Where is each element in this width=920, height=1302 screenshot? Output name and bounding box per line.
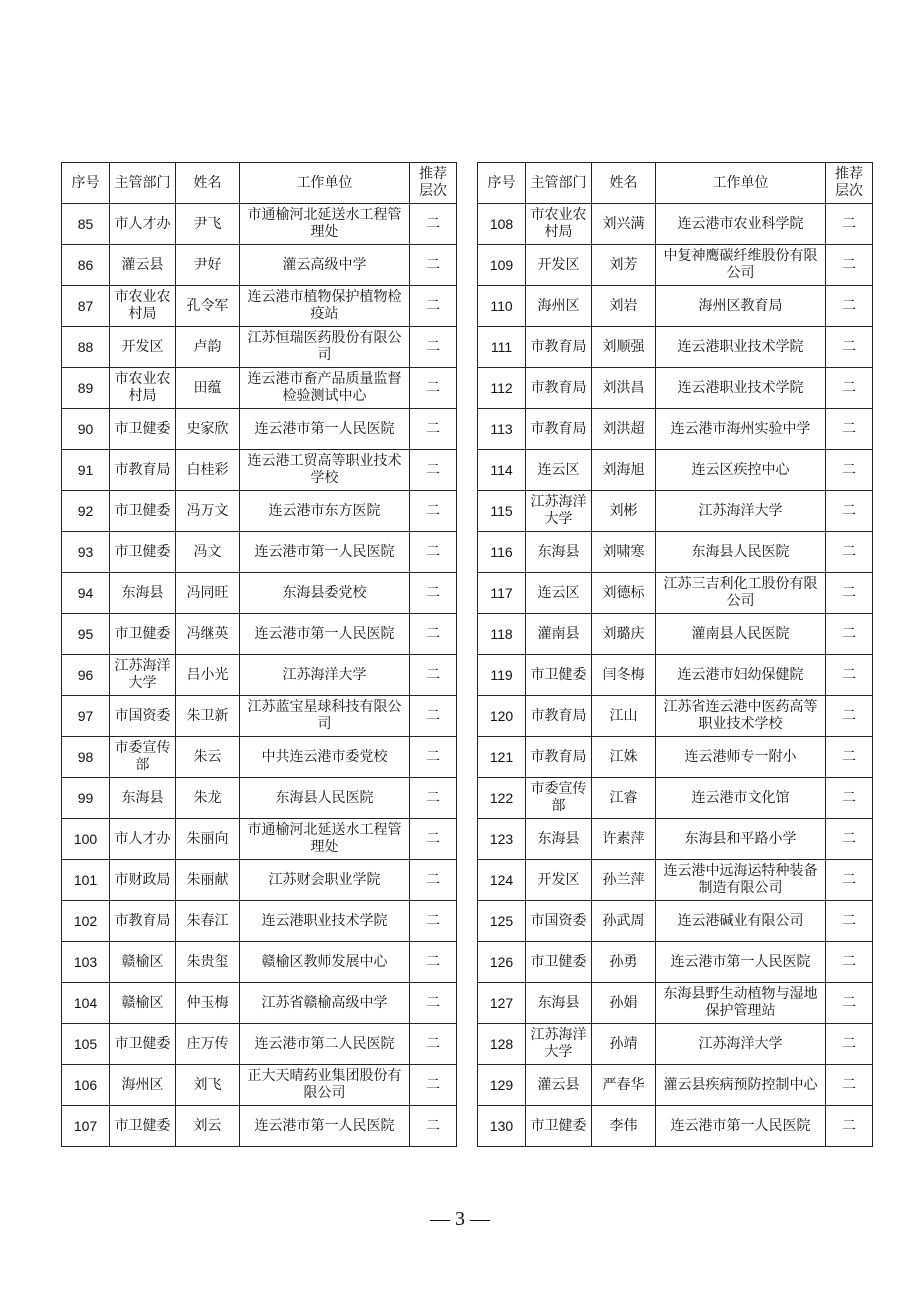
department-cell: 江苏海洋大学 [110, 655, 176, 696]
table-row [478, 983, 873, 1024]
person-name-cell: 朱丽献 [176, 860, 240, 901]
table-row [62, 983, 457, 1024]
table-row [478, 942, 873, 983]
page-number: — 3 — [430, 1208, 490, 1230]
work-unit-cell: 市通榆河北延送水工程管理处 [240, 204, 410, 245]
work-unit-cell: 连云港职业技术学院 [656, 327, 826, 368]
row-number: 129 [478, 1065, 526, 1106]
header-cell: 姓名 [176, 163, 240, 204]
work-unit-cell: 正大天晴药业集团股份有限公司 [240, 1065, 410, 1106]
header-cell: 主管部门 [110, 163, 176, 204]
department-cell: 市卫健委 [526, 942, 592, 983]
department-cell: 东海县 [110, 778, 176, 819]
person-name-cell: 江姝 [592, 737, 656, 778]
work-unit-cell: 江苏海洋大学 [656, 1024, 826, 1065]
row-number: 88 [62, 327, 110, 368]
person-name-cell: 刘云 [176, 1106, 240, 1147]
header-cell: 序号 [478, 163, 526, 204]
recommend-level-cell: 二 [826, 368, 873, 409]
work-unit-cell: 连云港师专一附小 [656, 737, 826, 778]
recommend-level-cell: 二 [410, 614, 457, 655]
row-number: 128 [478, 1024, 526, 1065]
recommend-level-cell: 二 [826, 1065, 873, 1106]
person-name-cell: 仲玉梅 [176, 983, 240, 1024]
recommend-level-cell: 二 [410, 286, 457, 327]
person-name-cell: 刘德标 [592, 573, 656, 614]
row-number: 123 [478, 819, 526, 860]
table-row [478, 655, 873, 696]
person-name-cell: 孙娟 [592, 983, 656, 1024]
recommend-level-cell: 二 [826, 737, 873, 778]
person-name-cell: 刘璐庆 [592, 614, 656, 655]
work-unit-cell: 江苏恒瑞医药股份有限公司 [240, 327, 410, 368]
table-row [62, 245, 457, 286]
person-name-cell: 尹飞 [176, 204, 240, 245]
work-unit-cell: 灌云县疾病预防控制中心 [656, 1065, 826, 1106]
work-unit-cell: 灌南县人民医院 [656, 614, 826, 655]
row-number: 103 [62, 942, 110, 983]
work-unit-cell: 连云港市畜产品质量监督检验测试中心 [240, 368, 410, 409]
row-number: 127 [478, 983, 526, 1024]
work-unit-cell: 连云港市文化馆 [656, 778, 826, 819]
header-cell: 工作单位 [240, 163, 410, 204]
table-row [478, 286, 873, 327]
row-number: 115 [478, 491, 526, 532]
row-number: 111 [478, 327, 526, 368]
work-unit-cell: 中复神鹰碳纤维股份有限公司 [656, 245, 826, 286]
person-name-cell: 冯文 [176, 532, 240, 573]
department-cell: 市教育局 [110, 450, 176, 491]
recommend-level-cell: 二 [410, 1065, 457, 1106]
work-unit-cell: 连云港市第一人民医院 [240, 409, 410, 450]
department-cell: 市教育局 [526, 368, 592, 409]
recommend-level-cell: 二 [826, 491, 873, 532]
recommend-level-cell: 二 [410, 696, 457, 737]
work-unit-cell: 连云港市东方医院 [240, 491, 410, 532]
person-name-cell: 朱贵玺 [176, 942, 240, 983]
table-row [478, 737, 873, 778]
department-cell: 市人才办 [110, 204, 176, 245]
recommend-level-cell: 二 [410, 942, 457, 983]
work-unit-cell: 连云港碱业有限公司 [656, 901, 826, 942]
department-cell: 开发区 [526, 245, 592, 286]
person-name-cell: 冯同旺 [176, 573, 240, 614]
row-number: 105 [62, 1024, 110, 1065]
person-name-cell: 孙勇 [592, 942, 656, 983]
row-number: 95 [62, 614, 110, 655]
work-unit-cell: 灌云高级中学 [240, 245, 410, 286]
person-name-cell: 冯万文 [176, 491, 240, 532]
recommend-level-cell: 二 [410, 983, 457, 1024]
header-row [62, 163, 457, 204]
department-cell: 江苏海洋大学 [526, 491, 592, 532]
row-number: 96 [62, 655, 110, 696]
recommend-level-cell: 二 [826, 1106, 873, 1147]
recommend-level-cell: 二 [826, 983, 873, 1024]
department-cell: 东海县 [110, 573, 176, 614]
department-cell: 市卫健委 [526, 1106, 592, 1147]
table-row [62, 368, 457, 409]
work-unit-cell: 江苏省连云港中医药高等职业技术学校 [656, 696, 826, 737]
table-row [62, 409, 457, 450]
work-unit-cell: 江苏蓝宝星球科技有限公司 [240, 696, 410, 737]
table-row [62, 778, 457, 819]
recommend-level-cell: 二 [826, 1024, 873, 1065]
work-unit-cell: 东海县野生动植物与湿地保护管理站 [656, 983, 826, 1024]
work-unit-cell: 中共连云港市委党校 [240, 737, 410, 778]
table-row [62, 655, 457, 696]
header-cell: 工作单位 [656, 163, 826, 204]
row-number: 125 [478, 901, 526, 942]
table-row [478, 860, 873, 901]
recommend-level-cell: 二 [410, 327, 457, 368]
recommend-level-cell: 二 [826, 204, 873, 245]
header-cell: 主管部门 [526, 163, 592, 204]
row-number: 113 [478, 409, 526, 450]
department-cell: 东海县 [526, 983, 592, 1024]
row-number: 119 [478, 655, 526, 696]
table-row [478, 368, 873, 409]
row-number: 101 [62, 860, 110, 901]
work-unit-cell: 东海县委党校 [240, 573, 410, 614]
recommend-level-cell: 二 [826, 286, 873, 327]
table-row [478, 409, 873, 450]
table-row [478, 491, 873, 532]
recommend-level-cell: 二 [826, 819, 873, 860]
table-row [62, 204, 457, 245]
recommend-level-cell: 二 [826, 778, 873, 819]
work-unit-cell: 连云港职业技术学院 [240, 901, 410, 942]
work-unit-cell: 连云港市妇幼保健院 [656, 655, 826, 696]
person-name-cell: 闫冬梅 [592, 655, 656, 696]
department-cell: 海州区 [526, 286, 592, 327]
row-number: 122 [478, 778, 526, 819]
work-unit-cell: 东海县人民医院 [656, 532, 826, 573]
header-cell: 姓名 [592, 163, 656, 204]
work-unit-cell: 赣榆区教师发展中心 [240, 942, 410, 983]
person-name-cell: 田蕴 [176, 368, 240, 409]
table-row [478, 1106, 873, 1147]
header-cell: 序号 [62, 163, 110, 204]
work-unit-cell: 市通榆河北延送水工程管理处 [240, 819, 410, 860]
table-row [62, 614, 457, 655]
work-unit-cell: 江苏海洋大学 [656, 491, 826, 532]
row-number: 102 [62, 901, 110, 942]
person-name-cell: 冯继英 [176, 614, 240, 655]
work-unit-cell: 海州区教育局 [656, 286, 826, 327]
recommend-level-cell: 二 [826, 573, 873, 614]
work-unit-cell: 连云港市第一人民医院 [656, 942, 826, 983]
department-cell: 市财政局 [110, 860, 176, 901]
person-name-cell: 孙武周 [592, 901, 656, 942]
recommend-level-cell: 二 [410, 491, 457, 532]
department-cell: 市卫健委 [110, 409, 176, 450]
recommend-level-cell: 二 [410, 409, 457, 450]
row-number: 118 [478, 614, 526, 655]
work-unit-cell: 连云港市农业科学院 [656, 204, 826, 245]
recommend-level-cell: 二 [410, 450, 457, 491]
row-number: 86 [62, 245, 110, 286]
row-number: 92 [62, 491, 110, 532]
work-unit-cell: 江苏三吉利化工股份有限公司 [656, 573, 826, 614]
row-number: 87 [62, 286, 110, 327]
table-row [62, 819, 457, 860]
recommend-level-cell: 二 [410, 1106, 457, 1147]
department-cell: 东海县 [526, 819, 592, 860]
table-row [62, 860, 457, 901]
department-cell: 灌南县 [526, 614, 592, 655]
work-unit-cell: 连云港市第一人民医院 [656, 1106, 826, 1147]
person-name-cell: 卢韵 [176, 327, 240, 368]
row-number: 130 [478, 1106, 526, 1147]
person-name-cell: 朱龙 [176, 778, 240, 819]
row-number: 117 [478, 573, 526, 614]
department-cell: 江苏海洋大学 [526, 1024, 592, 1065]
roster-table-right [477, 162, 873, 1147]
person-name-cell: 严春华 [592, 1065, 656, 1106]
department-cell: 市卫健委 [110, 1106, 176, 1147]
person-name-cell: 朱卫新 [176, 696, 240, 737]
person-name-cell: 刘彬 [592, 491, 656, 532]
department-cell: 开发区 [526, 860, 592, 901]
row-number: 114 [478, 450, 526, 491]
person-name-cell: 孙兰萍 [592, 860, 656, 901]
table-row [478, 573, 873, 614]
row-number: 89 [62, 368, 110, 409]
department-cell: 东海县 [526, 532, 592, 573]
department-cell: 赣榆区 [110, 983, 176, 1024]
person-name-cell: 朱春江 [176, 901, 240, 942]
row-number: 91 [62, 450, 110, 491]
row-number: 97 [62, 696, 110, 737]
department-cell: 市卫健委 [110, 614, 176, 655]
row-number: 85 [62, 204, 110, 245]
department-cell: 市农业农村局 [110, 368, 176, 409]
recommend-level-cell: 二 [410, 368, 457, 409]
table-row [62, 696, 457, 737]
person-name-cell: 孙靖 [592, 1024, 656, 1065]
table-row [62, 1024, 457, 1065]
department-cell: 海州区 [110, 1065, 176, 1106]
recommend-level-cell: 二 [410, 778, 457, 819]
row-number: 108 [478, 204, 526, 245]
recommend-level-cell: 二 [410, 204, 457, 245]
person-name-cell: 孔令军 [176, 286, 240, 327]
person-name-cell: 刘洪超 [592, 409, 656, 450]
person-name-cell: 刘岩 [592, 286, 656, 327]
table-row [62, 1065, 457, 1106]
department-cell: 市教育局 [526, 696, 592, 737]
table-row [478, 614, 873, 655]
department-cell: 市教育局 [526, 409, 592, 450]
work-unit-cell: 东海县人民医院 [240, 778, 410, 819]
person-name-cell: 李伟 [592, 1106, 656, 1147]
table-row [478, 450, 873, 491]
table-row [62, 942, 457, 983]
table-row [62, 327, 457, 368]
work-unit-cell: 江苏海洋大学 [240, 655, 410, 696]
table-row [478, 532, 873, 573]
table-row [62, 532, 457, 573]
work-unit-cell: 江苏省赣榆高级中学 [240, 983, 410, 1024]
header-cell: 推荐层次 [826, 163, 873, 204]
person-name-cell: 刘顺强 [592, 327, 656, 368]
department-cell: 市卫健委 [526, 655, 592, 696]
department-cell: 灌云县 [110, 245, 176, 286]
row-number: 110 [478, 286, 526, 327]
department-cell: 连云区 [526, 573, 592, 614]
department-cell: 市卫健委 [110, 1024, 176, 1065]
table-row [62, 1106, 457, 1147]
recommend-level-cell: 二 [410, 737, 457, 778]
table-row [62, 491, 457, 532]
row-number: 107 [62, 1106, 110, 1147]
department-cell: 市国资委 [526, 901, 592, 942]
work-unit-cell: 连云港市第一人民医院 [240, 1106, 410, 1147]
department-cell: 连云区 [526, 450, 592, 491]
work-unit-cell: 连云港市第一人民医院 [240, 532, 410, 573]
table-row [62, 286, 457, 327]
work-unit-cell: 江苏财会职业学院 [240, 860, 410, 901]
table-row [478, 778, 873, 819]
department-cell: 市教育局 [526, 327, 592, 368]
recommend-level-cell: 二 [826, 901, 873, 942]
department-cell: 灌云县 [526, 1065, 592, 1106]
roster-table-left [61, 162, 457, 1147]
row-number: 99 [62, 778, 110, 819]
table-row [478, 245, 873, 286]
recommend-level-cell: 二 [826, 696, 873, 737]
row-number: 126 [478, 942, 526, 983]
table-row [478, 327, 873, 368]
department-cell: 市农业农村局 [526, 204, 592, 245]
person-name-cell: 朱丽向 [176, 819, 240, 860]
row-number: 116 [478, 532, 526, 573]
person-name-cell: 吕小光 [176, 655, 240, 696]
department-cell: 市委宣传部 [110, 737, 176, 778]
work-unit-cell: 连云区疾控中心 [656, 450, 826, 491]
person-name-cell: 刘海旭 [592, 450, 656, 491]
recommend-level-cell: 二 [410, 860, 457, 901]
table-row [478, 204, 873, 245]
row-number: 106 [62, 1065, 110, 1106]
department-cell: 市卫健委 [110, 532, 176, 573]
row-number: 98 [62, 737, 110, 778]
recommend-level-cell: 二 [826, 655, 873, 696]
person-name-cell: 刘啸寒 [592, 532, 656, 573]
department-cell: 市农业农村局 [110, 286, 176, 327]
person-name-cell: 刘芳 [592, 245, 656, 286]
person-name-cell: 刘兴满 [592, 204, 656, 245]
header-cell: 推荐层次 [410, 163, 457, 204]
department-cell: 市国资委 [110, 696, 176, 737]
work-unit-cell: 连云港市第一人民医院 [240, 614, 410, 655]
table-row [478, 819, 873, 860]
table-row [478, 1065, 873, 1106]
recommend-level-cell: 二 [410, 245, 457, 286]
person-name-cell: 尹好 [176, 245, 240, 286]
row-number: 90 [62, 409, 110, 450]
row-number: 94 [62, 573, 110, 614]
person-name-cell: 刘飞 [176, 1065, 240, 1106]
recommend-level-cell: 二 [410, 901, 457, 942]
person-name-cell: 庄万传 [176, 1024, 240, 1065]
department-cell: 市人才办 [110, 819, 176, 860]
row-number: 109 [478, 245, 526, 286]
person-name-cell: 刘洪昌 [592, 368, 656, 409]
recommend-level-cell: 二 [410, 1024, 457, 1065]
recommend-level-cell: 二 [826, 409, 873, 450]
recommend-level-cell: 二 [826, 942, 873, 983]
person-name-cell: 江山 [592, 696, 656, 737]
department-cell: 市教育局 [110, 901, 176, 942]
table-row [62, 450, 457, 491]
recommend-level-cell: 二 [410, 655, 457, 696]
table-row [62, 573, 457, 614]
recommend-level-cell: 二 [826, 532, 873, 573]
recommend-level-cell: 二 [826, 614, 873, 655]
table-row [478, 1024, 873, 1065]
row-number: 104 [62, 983, 110, 1024]
row-number: 93 [62, 532, 110, 573]
header-row [478, 163, 873, 204]
department-cell: 市卫健委 [110, 491, 176, 532]
row-number: 124 [478, 860, 526, 901]
recommend-level-cell: 二 [826, 245, 873, 286]
table-row [478, 696, 873, 737]
person-name-cell: 朱云 [176, 737, 240, 778]
person-name-cell: 江睿 [592, 778, 656, 819]
person-name-cell: 许素萍 [592, 819, 656, 860]
work-unit-cell: 连云港市海州实验中学 [656, 409, 826, 450]
row-number: 121 [478, 737, 526, 778]
row-number: 112 [478, 368, 526, 409]
recommend-level-cell: 二 [410, 573, 457, 614]
department-cell: 市教育局 [526, 737, 592, 778]
department-cell: 市委宣传部 [526, 778, 592, 819]
work-unit-cell: 连云港中远海运特种装备制造有限公司 [656, 860, 826, 901]
work-unit-cell: 连云港职业技术学院 [656, 368, 826, 409]
recommend-level-cell: 二 [410, 532, 457, 573]
recommend-level-cell: 二 [410, 819, 457, 860]
table-row [478, 901, 873, 942]
recommend-level-cell: 二 [826, 450, 873, 491]
work-unit-cell: 连云港市第二人民医院 [240, 1024, 410, 1065]
person-name-cell: 白桂彩 [176, 450, 240, 491]
work-unit-cell: 连云港市植物保护植物检疫站 [240, 286, 410, 327]
work-unit-cell: 东海县和平路小学 [656, 819, 826, 860]
row-number: 100 [62, 819, 110, 860]
recommend-level-cell: 二 [826, 860, 873, 901]
table-row [62, 737, 457, 778]
department-cell: 赣榆区 [110, 942, 176, 983]
department-cell: 开发区 [110, 327, 176, 368]
work-unit-cell: 连云港工贸高等职业技术学校 [240, 450, 410, 491]
table-row [62, 901, 457, 942]
recommend-level-cell: 二 [826, 327, 873, 368]
person-name-cell: 史家欣 [176, 409, 240, 450]
row-number: 120 [478, 696, 526, 737]
